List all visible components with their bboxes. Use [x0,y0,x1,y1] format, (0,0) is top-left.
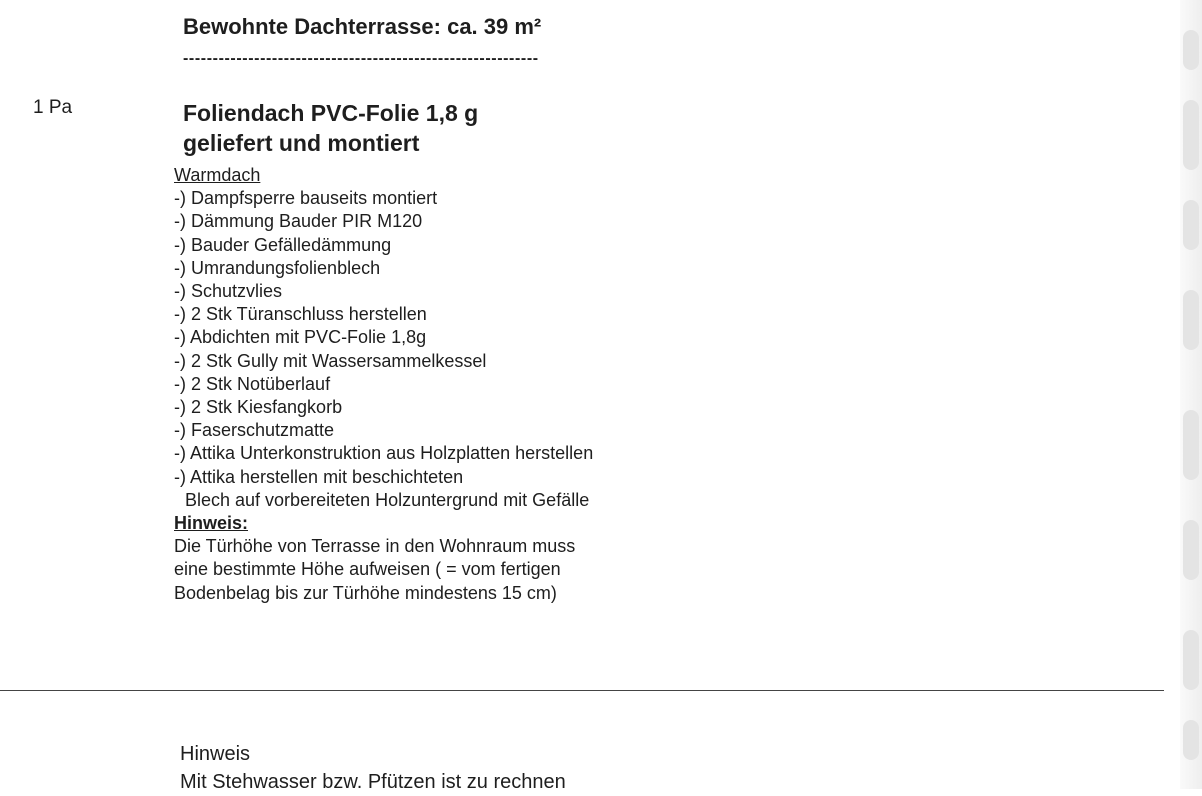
footer-note-heading: Hinweis [180,743,251,765]
list-item: -) Bauder Gefälledämmung [174,234,392,255]
position-title-line-2: geliefert und montiert [183,130,420,156]
list-item: -) 2 Stk Notüberlauf [174,373,331,394]
list-item: -) Dampfsperre bauseits montiert [174,188,438,209]
list-item: -) Attika herstellen mit beschichteten [174,466,464,487]
position-title-line-1: Foliendach PVC-Folie 1,8 g [183,100,479,126]
list-item: -) Dämmung Bauder PIR M120 [174,211,423,232]
list-item: -) 2 Stk Türanschluss herstellen [174,304,427,325]
position-title [183,98,478,158]
list-item: -) Abdichten mit PVC-Folie 1,8g [174,327,427,348]
list-item: -) Schutzvlies [174,281,283,302]
scan-edge [1180,0,1202,789]
position-details [174,164,593,605]
dashed-rule: ------------------------------------------------------------ [183,50,539,67]
list-item-continuation: Blech auf vorbereiteten Holzuntergrund mit Gefälle [185,489,590,510]
list-item: -) Faserschutzmatte [174,420,335,441]
footer-note-text: Mit Stehwasser bzw. Pfützen ist zu rechnen [180,771,566,793]
note-line: Bodenbelag bis zur Türhöhe mindestens 15 cm) [174,582,557,603]
list-item: -) Umrandungsfolienblech [174,257,381,278]
list-item: -) Attika Unterkonstruktion aus Holzplatten herstellen [174,443,594,464]
note-line: Die Türhöhe von Terrasse in den Wohnraum muss [174,536,576,557]
position-subheading: Warmdach [174,165,261,185]
horizontal-divider [0,690,1164,691]
list-item: -) 2 Stk Kiesfangkorb [174,397,343,418]
list-item: -) 2 Stk Gully mit Wassersammelkessel [174,350,487,371]
position-quantity: 1 Pa [33,97,73,118]
footer-note [180,740,566,796]
section-title: Bewohnte Dachterrasse: ca. 39 m² [183,14,542,39]
note-heading: Hinweis: [174,513,249,534]
note-line: eine bestimmte Höhe aufweisen ( = vom fertigen [174,559,561,580]
